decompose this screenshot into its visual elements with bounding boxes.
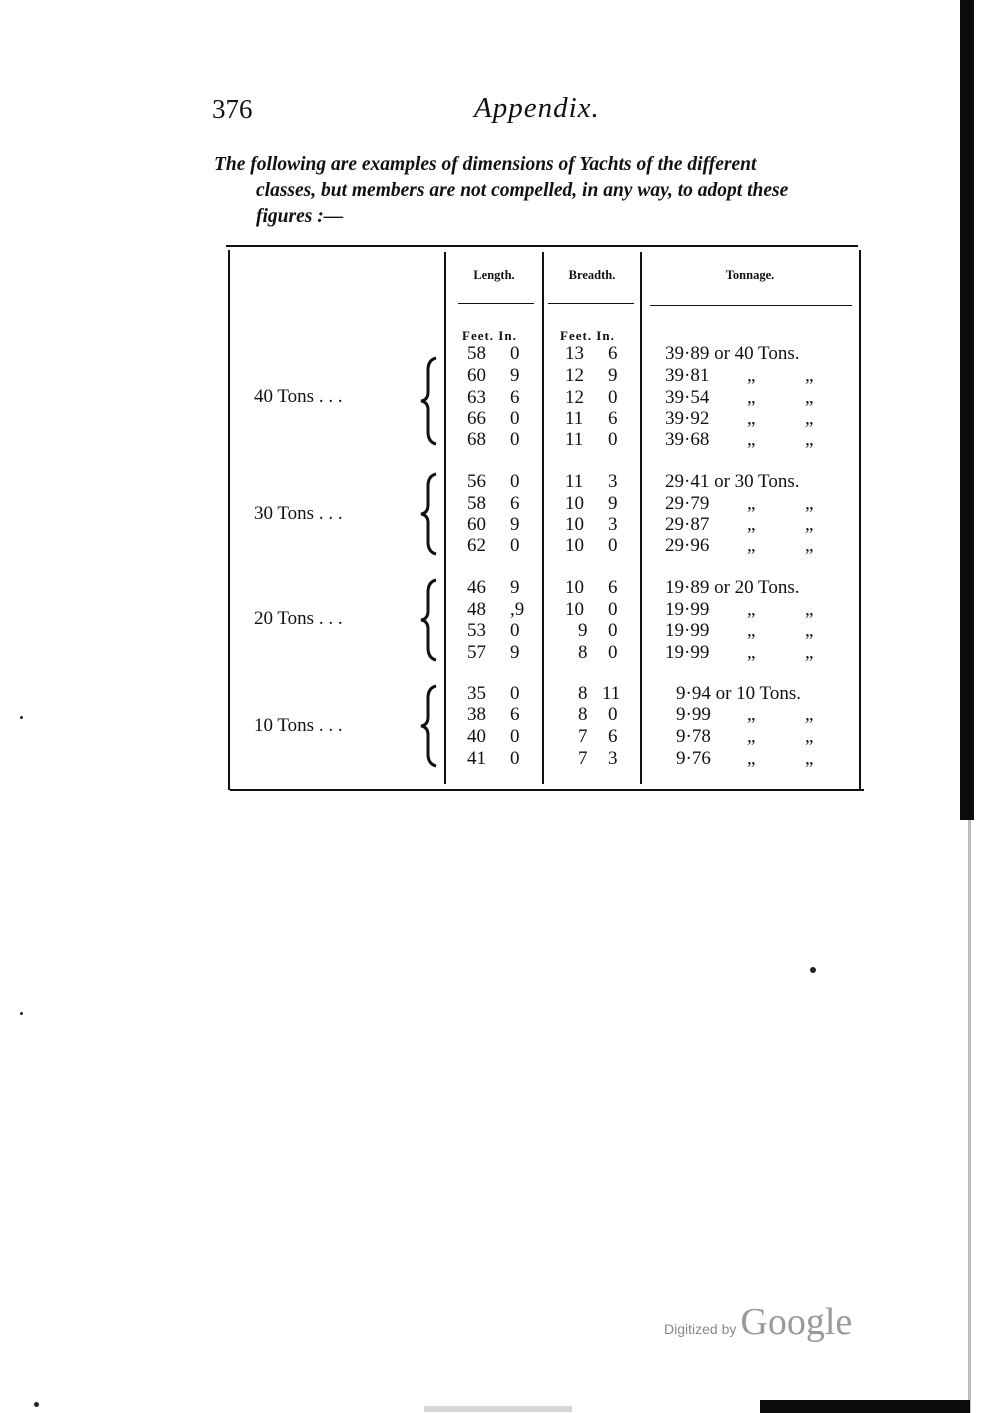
- ditto-mark: „: [747, 704, 756, 725]
- breadth-inches: 0: [608, 642, 618, 663]
- breadth-feet: 11: [565, 408, 584, 429]
- length-feet: 66: [467, 408, 486, 429]
- breadth-feet: 10: [565, 493, 584, 514]
- scan-speck: [20, 1012, 23, 1015]
- breadth-inches: 6: [608, 726, 618, 747]
- length-inches: 6: [510, 493, 520, 514]
- length-feet: 63: [467, 387, 486, 408]
- scan-bottom-smudge: [424, 1406, 572, 1412]
- length-inches: 0: [510, 726, 520, 747]
- tonnage-value: 39·89 or 40 Tons.: [665, 343, 800, 364]
- length-inches: ,9: [510, 599, 525, 620]
- ditto-mark: „: [747, 599, 756, 620]
- length-inches: 0: [510, 408, 520, 429]
- ditto-mark: „: [747, 642, 756, 663]
- breadth-feet: 10: [565, 535, 584, 556]
- ditto-mark: „: [805, 620, 814, 641]
- tonnage-value: 29·96: [665, 535, 710, 556]
- tonnage-value: 29·79: [665, 493, 710, 514]
- breadth-inches: 0: [608, 599, 618, 620]
- breadth-inches: 3: [608, 471, 618, 492]
- breadth-inches: 0: [608, 535, 618, 556]
- tonnage-value: 39·92: [665, 408, 710, 429]
- tonnage-value: 19·99: [665, 642, 710, 663]
- ditto-mark: „: [805, 429, 814, 450]
- length-feet: 57: [467, 642, 486, 663]
- length-inches: 0: [510, 429, 520, 450]
- length-feet: 40: [467, 726, 486, 747]
- ditto-mark: „: [747, 514, 756, 535]
- scan-edge-shadow: [960, 0, 974, 820]
- watermark-prefix: Digitized by: [664, 1321, 737, 1337]
- scan-bottom-shadow: [760, 1400, 970, 1413]
- header-length: Length.: [473, 268, 515, 282]
- tonnage-value: 39·54: [665, 387, 710, 408]
- breadth-feet: 13: [565, 343, 584, 364]
- ditto-mark: „: [805, 535, 814, 556]
- breadth-inches: 6: [608, 408, 618, 429]
- tonnage-value: 9·78: [676, 726, 711, 747]
- breadth-inches: 3: [608, 748, 618, 769]
- header-tonnage: Tonnage.: [725, 268, 775, 282]
- header-underline-breadth: [548, 303, 634, 304]
- length-feet: 62: [467, 535, 486, 556]
- breadth-feet: 10: [565, 514, 584, 535]
- ditto-mark: „: [805, 642, 814, 663]
- length-feet: 35: [467, 683, 486, 704]
- brace-20-tons: [418, 578, 442, 662]
- length-feet: 46: [467, 577, 486, 598]
- group-label-40-tons: 40 Tons . . .: [254, 386, 343, 407]
- length-feet: 60: [467, 514, 486, 535]
- tonnage-value: 9·94 or 10 Tons.: [676, 683, 801, 704]
- length-inches: 9: [510, 365, 520, 386]
- column-divider-3: [640, 252, 642, 784]
- table-right-rule: [859, 250, 861, 790]
- breadth-feet: 10: [565, 577, 584, 598]
- breadth-inches: 9: [608, 365, 618, 386]
- group-label-30-tons: 30 Tons . . .: [254, 503, 343, 524]
- ditto-mark: „: [747, 726, 756, 747]
- header-underline-tonnage: [650, 305, 852, 306]
- ditto-mark: „: [747, 620, 756, 641]
- length-feet: 68: [467, 429, 486, 450]
- breadth-feet: 7: [578, 726, 588, 747]
- length-inches: 9: [510, 642, 520, 663]
- tonnage-value: 19·99: [665, 620, 710, 641]
- length-inches: 0: [510, 683, 520, 704]
- length-inches: 0: [510, 471, 520, 492]
- ditto-mark: „: [805, 408, 814, 429]
- intro-line-3: figures :—: [256, 206, 344, 227]
- ditto-mark: „: [747, 365, 756, 386]
- ditto-mark: „: [805, 493, 814, 514]
- length-inches: 6: [510, 704, 520, 725]
- breadth-inches: 6: [608, 343, 618, 364]
- length-inches: 0: [510, 343, 520, 364]
- length-feet: 60: [467, 365, 486, 386]
- breadth-feet: 10: [565, 599, 584, 620]
- column-divider-2: [542, 252, 544, 784]
- breadth-inches: 0: [608, 429, 618, 450]
- tonnage-value: 9·76: [676, 748, 711, 769]
- breadth-feet: 9: [578, 620, 588, 641]
- ditto-mark: „: [805, 365, 814, 386]
- breadth-feet: 8: [578, 642, 588, 663]
- length-inches: 0: [510, 748, 520, 769]
- length-inches: 0: [510, 620, 520, 641]
- breadth-inches: 0: [608, 387, 618, 408]
- watermark-brand: Google: [740, 1301, 853, 1343]
- subheader-breadth-units: Feet. In.: [560, 328, 615, 343]
- ditto-mark: „: [805, 387, 814, 408]
- digitized-by-watermark: [664, 1300, 852, 1344]
- breadth-feet: 11: [565, 471, 584, 492]
- ditto-mark: „: [805, 599, 814, 620]
- subheader-length-units: Feet. In.: [462, 328, 517, 343]
- column-divider-1: [444, 252, 446, 784]
- group-label-10-tons: 10 Tons . . .: [254, 715, 343, 736]
- page-number: 376: [212, 94, 253, 124]
- length-feet: 53: [467, 620, 486, 641]
- tonnage-value: 9·99: [676, 704, 711, 725]
- ditto-mark: „: [747, 493, 756, 514]
- length-feet: 56: [467, 471, 486, 492]
- table-top-rule: [226, 245, 858, 247]
- ditto-mark: „: [805, 748, 814, 769]
- scan-speck: [20, 716, 23, 719]
- brace-40-tons: [418, 356, 442, 446]
- ditto-mark: „: [747, 535, 756, 556]
- length-feet: 58: [467, 343, 486, 364]
- ditto-mark: „: [805, 726, 814, 747]
- ditto-mark: „: [805, 514, 814, 535]
- group-label-20-tons: 20 Tons . . .: [254, 608, 343, 629]
- ditto-mark: „: [747, 408, 756, 429]
- tonnage-value: 29·87: [665, 514, 710, 535]
- breadth-inches: 0: [608, 704, 618, 725]
- breadth-inches: 6: [608, 577, 618, 598]
- intro-paragraph: [214, 152, 882, 230]
- table-bottom-rule: [230, 789, 864, 791]
- tonnage-value: 19·89 or 20 Tons.: [665, 577, 800, 598]
- ditto-mark: „: [805, 704, 814, 725]
- length-inches: 9: [510, 514, 520, 535]
- breadth-inches: 11: [602, 683, 621, 704]
- ditto-mark: „: [747, 429, 756, 450]
- intro-line-2: classes, but members are not compelled, in any way, to adopt these: [256, 180, 789, 201]
- brace-30-tons: [418, 472, 442, 556]
- breadth-inches: 0: [608, 620, 618, 641]
- breadth-feet: 7: [578, 748, 588, 769]
- length-inches: 0: [510, 535, 520, 556]
- breadth-feet: 11: [565, 429, 584, 450]
- length-feet: 58: [467, 493, 486, 514]
- tonnage-value: 19·99: [665, 599, 710, 620]
- table-left-rule: [228, 250, 230, 790]
- breadth-inches: 9: [608, 493, 618, 514]
- breadth-feet: 12: [565, 387, 584, 408]
- length-feet: 38: [467, 704, 486, 725]
- length-inches: 9: [510, 577, 520, 598]
- breadth-feet: 8: [578, 683, 588, 704]
- tonnage-value: 29·41 or 30 Tons.: [665, 471, 800, 492]
- scan-speck: [810, 967, 816, 973]
- length-inches: 6: [510, 387, 520, 408]
- header-underline-length: [458, 303, 534, 304]
- ditto-mark: „: [747, 387, 756, 408]
- intro-line-1: The following are examples of dimensions of Yachts of the different: [214, 154, 757, 175]
- length-feet: 48: [467, 599, 486, 620]
- running-title: Appendix.: [474, 92, 600, 124]
- breadth-feet: 8: [578, 704, 588, 725]
- header-breadth: Breadth.: [568, 268, 616, 282]
- breadth-inches: 3: [608, 514, 618, 535]
- brace-10-tons: [418, 684, 442, 768]
- scan-edge-line: [968, 820, 971, 1413]
- length-feet: 41: [467, 748, 486, 769]
- tonnage-value: 39·68: [665, 429, 710, 450]
- tonnage-value: 39·81: [665, 365, 710, 386]
- scan-speck: [34, 1402, 39, 1407]
- ditto-mark: „: [747, 748, 756, 769]
- breadth-feet: 12: [565, 365, 584, 386]
